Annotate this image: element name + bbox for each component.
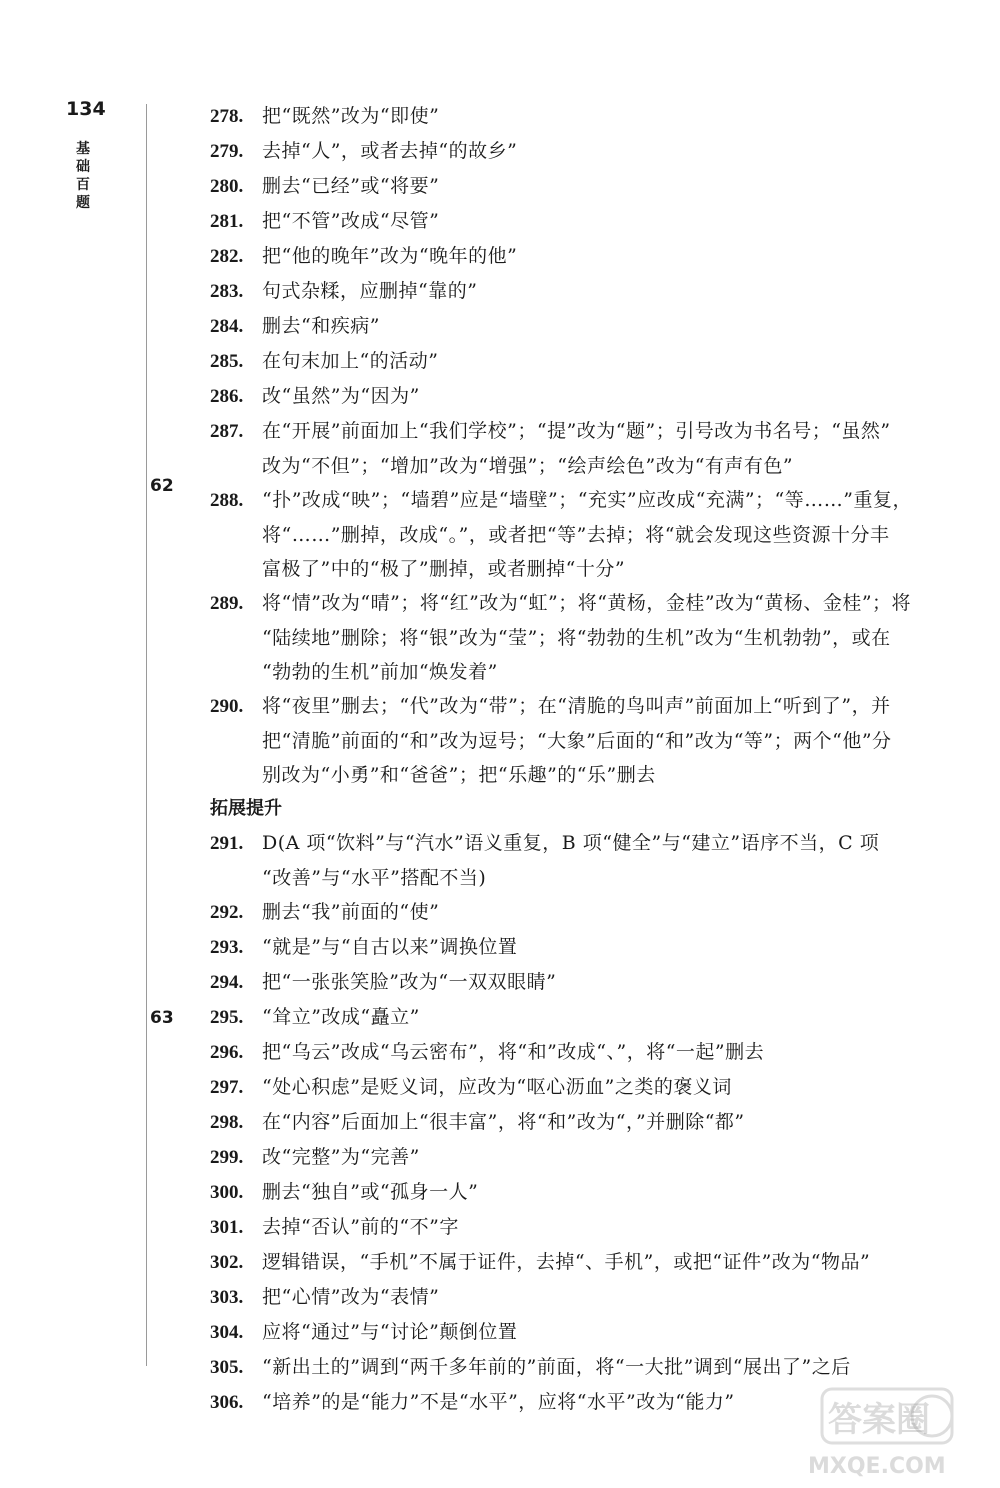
answer-item [210,239,955,274]
answer-text: 将“夜里”删去；“代”改为“带”；在“清脆的鸟叫声”前面加上“听到了”，并 [262,695,891,717]
answer-text: “耸立”改成“矗立” [262,1006,420,1028]
answer-text-continued: 改为“不但”；“增加”改为“增强”；“绘声绘色”改为“有声有色” [262,455,794,477]
answer-item [210,1105,955,1140]
answer-text: 把“一张张笑脸”改为“一双双眼睛” [262,971,557,993]
answer-item [210,1280,955,1315]
answer-text: 改“完整”为“完善” [262,1146,420,1168]
answer-number: 278. [210,106,244,127]
answer-item [210,586,955,689]
page-ref-63: 63 [150,1008,174,1028]
answer-text: “新出土的”调到“两千多年前的”前面，将“一大批”调到“展出了”之后 [262,1356,851,1378]
answer-text: “处心积虑”是贬义词，应改为“呕心沥血”之类的褒义词 [262,1076,732,1098]
answer-item [210,895,955,930]
answer-item [210,930,955,965]
answer-text-continued: “陆续地”删除；将“银”改为“莹”；将“勃勃的生机”改为“生机勃勃”，或在 [262,627,891,649]
answer-number: 305. [210,1357,244,1378]
answer-item [210,169,955,204]
watermark-url: MXQE.COM [808,1454,946,1479]
answer-text: 在“开展”前面加上“我们学校”；“提”改为“题”；引号改为书名号；“虽然” [262,420,891,442]
answer-text-continued: 将“……”删掉，改成“。”，或者把“等”去掉；将“就会发现这些资源十分丰 [262,524,890,546]
answer-number: 290. [210,696,244,717]
answer-text: 改“虽然”为“因为” [262,385,420,407]
answer-text: D(A 项“饮料”与“汽水”语义重复，B 项“健全”与“建立”语序不当，C 项 [262,832,880,854]
answer-text: “就是”与“自古以来”调换位置 [262,936,518,958]
answer-text: 将“情”改为“晴”；将“红”改为“虹”；将“黄杨，金桂”改为“黄杨、金桂”；将 [262,592,912,614]
answer-number: 279. [210,141,244,162]
answer-item [210,1070,955,1105]
page-number: 134 [66,98,106,120]
answer-number: 293. [210,937,244,958]
answer-item [210,965,955,1000]
answer-number: 281. [210,211,244,232]
answer-item [210,414,955,483]
answer-text-continued: 富极了”中的“极了”删掉，或者删掉“十分” [262,558,626,580]
answer-item [210,344,955,379]
answer-text: 把“不管”改成“尽管” [262,210,440,232]
answer-number: 291. [210,833,244,854]
answer-item [210,1245,955,1280]
answer-item [210,134,955,169]
answer-item [210,1210,955,1245]
answer-number: 288. [210,490,244,511]
answer-number: 295. [210,1007,244,1028]
answer-item [210,483,955,586]
answer-text: 把“乌云”改成“乌云密布”，将“和”改成“、”，将“一起”删去 [262,1041,765,1063]
answer-item [210,1140,955,1175]
answer-number: 285. [210,351,244,372]
section-title: 拓展提升 [210,798,282,819]
answer-text-continued: 把“清脆”前面的“和”改为逗号；“大象”后面的“和”改为“等”；两个“他”分 [262,730,892,752]
answer-item [210,1035,955,1070]
answer-text-continued: “改善”与“水平”搭配不当) [262,867,487,889]
page-ref-62: 62 [150,476,174,496]
answer-number: 300. [210,1182,244,1203]
answer-number: 298. [210,1112,244,1133]
answer-text: 把“既然”改为“即使” [262,105,440,127]
answer-text: “培养”的是“能力”不是“水平”，应将“水平”改为“能力” [262,1391,735,1413]
answer-text: 删去“独自”或“孤身一人” [262,1181,479,1203]
answer-item [210,274,955,309]
answer-list [210,99,955,1420]
answer-number: 289. [210,593,244,614]
answer-number: 282. [210,246,244,267]
answer-number: 302. [210,1252,244,1273]
answer-item [210,309,955,344]
answer-item [210,1350,955,1385]
answer-number: 292. [210,902,244,923]
answer-number: 283. [210,281,244,302]
answer-text: 删去“和疾病” [262,315,380,337]
answer-item [210,379,955,414]
answer-number: 304. [210,1322,244,1343]
answer-text: 去掉“否认”前的“不”字 [262,1216,459,1238]
answer-item [210,1175,955,1210]
answer-number: 294. [210,972,244,993]
answer-item [210,1315,955,1350]
watermark-logo [800,1385,975,1480]
answer-item [210,1000,955,1035]
margin-rule [146,104,147,1366]
answer-text: 逻辑错误，“手机”不属于证件，去掉“、手机”，或把“证件”改为“物品” [262,1251,871,1273]
answer-text: 把“心情”改为“表情” [262,1286,440,1308]
answer-item [210,99,955,134]
answer-text: 去掉“人”，或者去掉“的故乡” [262,140,518,162]
answer-text: 删去“已经”或“将要” [262,175,440,197]
answer-text-continued: 别改为“小勇”和“爸爸”；把“乐趣”的“乐”删去 [262,764,656,786]
answer-text-continued: “勃勃的生机”前加“焕发着” [262,661,498,683]
side-section-title: 基础百题 [76,141,90,211]
answer-item [210,689,955,792]
answer-text: 删去“我”前面的“使” [262,901,440,923]
answer-text: 在句末加上“的活动” [262,350,439,372]
answer-number: 306. [210,1392,244,1413]
answer-number: 301. [210,1217,244,1238]
answer-text: “扑”改成“映”；“墙碧”应是“墙壁”；“充实”应改成“充满”；“等……”重复， [262,489,912,511]
answer-number: 284. [210,316,244,337]
answer-number: 297. [210,1077,244,1098]
answer-number: 299. [210,1147,244,1168]
answer-item [210,826,955,895]
watermark-logo-text: 答案圈 [828,1400,930,1440]
answer-number: 286. [210,386,244,407]
answer-number: 287. [210,421,244,442]
answer-number: 280. [210,176,244,197]
answer-item [210,204,955,239]
answer-text: 把“他的晚年”改为“晚年的他” [262,245,518,267]
answer-number: 296. [210,1042,244,1063]
answer-text: 应将“通过”与“讨论”颠倒位置 [262,1321,518,1343]
answer-text: 在“内容”后面加上“很丰富”，将“和”改为“，”并删除“都” [262,1111,745,1133]
answer-number: 303. [210,1287,244,1308]
answer-text: 句式杂糅，应删掉“靠的” [262,280,478,302]
